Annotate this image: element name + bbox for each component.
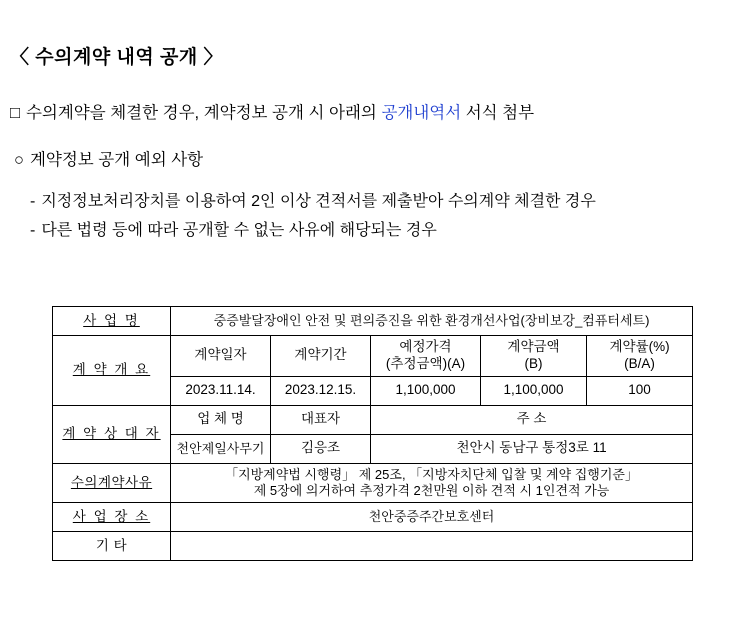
table-row: [53, 532, 693, 561]
header-contract-date: 계약일자: [171, 336, 271, 377]
value-contract-period: 2023.12.15.: [271, 376, 371, 405]
clause-attachment: [10, 99, 534, 123]
clause-exception-item-1-text: 지정정보처리장치를 이용하여 2인 이상 견적서를 제출받아 수의계약 체결한 경우: [41, 193, 596, 210]
clause-attachment-highlight: 공개내역서: [381, 104, 462, 122]
header-estimated-price-line1: 예정가격: [399, 339, 452, 354]
table-row: [53, 463, 693, 503]
header-contract-rate: [587, 336, 693, 377]
value-estimated-price: 1,100,000: [371, 376, 481, 405]
label-contract-overview: [53, 336, 171, 406]
header-address: 주 소: [371, 405, 693, 434]
label-business-place-text: 사 업 장 소: [72, 508, 151, 524]
circle-marker-icon: ○: [14, 151, 24, 169]
header-estimated-price: [371, 336, 481, 377]
clause-attachment-text-before: 수의계약을 체결한 경우, 계약정보 공개 시 아래의: [25, 104, 382, 122]
label-contract-reason-text: 수의계약사유: [70, 474, 153, 490]
dash-marker-icon: -: [30, 222, 36, 239]
label-business-name-text: 사 업 명: [83, 312, 140, 328]
value-contract-amount: 1,100,000: [481, 376, 587, 405]
value-contract-reason-line1: 「지방계약법 시행령」 제 25조, 「지방자치단체 입찰 및 계약 집행기준」: [225, 466, 638, 482]
value-contract-date: 2023.11.14.: [171, 376, 271, 405]
header-contract-amount-line2: (B): [524, 355, 543, 371]
value-contract-rate: 100: [587, 376, 693, 405]
clause-exception-item-2-text: 다른 법령 등에 따라 공개할 수 없는 사유에 해당되는 경우: [41, 222, 437, 239]
header-contract-amount: [481, 336, 587, 377]
clause-exception-item-1: [30, 188, 596, 211]
value-contract-reason: [171, 463, 693, 503]
dash-marker-icon: -: [30, 193, 36, 210]
label-business-place: [53, 503, 171, 532]
label-etc-text: 기 타: [95, 537, 128, 553]
header-contract-amount-line1: 계약금액: [507, 339, 560, 354]
value-contract-reason-line2: 제 5장에 의거하여 추정가격 2천만원 이하 견적 시 1인견적 가능: [253, 483, 610, 498]
value-address: 천안시 동남구 통정3로 11: [371, 434, 693, 463]
label-contract-overview-text: 계 약 개 요: [72, 361, 151, 377]
label-business-name: [53, 307, 171, 336]
value-business-name: 중증발달장애인 안전 및 편의증진을 위한 환경개선사업(장비보강_컴퓨터세트): [171, 307, 693, 336]
label-counterparty-text: 계 약 상 대 자: [62, 425, 161, 441]
header-contract-rate-line2: (B/A): [624, 355, 655, 371]
contract-disclosure-table: [52, 306, 693, 561]
table-row: [53, 503, 693, 532]
header-estimated-price-line2: (추정금액)(A): [385, 355, 466, 371]
clause-exception-heading-text: 계약정보 공개 예외 사항: [29, 151, 204, 169]
checkbox-marker-icon: □: [10, 104, 20, 122]
value-ceo: 김응조: [271, 434, 371, 463]
table-row: [53, 405, 693, 434]
table-row: [53, 336, 693, 377]
label-counterparty: [53, 405, 171, 463]
label-contract-reason: [53, 463, 171, 503]
header-contract-period: 계약기간: [271, 336, 371, 377]
header-company-name: 업 체 명: [171, 405, 271, 434]
value-business-place: 천안중증주간보호센터: [171, 503, 693, 532]
header-contract-rate-line1: 계약률(%): [609, 339, 670, 354]
header-ceo: 대표자: [271, 405, 371, 434]
clause-exception-heading: [14, 146, 203, 170]
value-company-name: 천안제일사무기: [171, 434, 271, 463]
table-row: [53, 307, 693, 336]
clause-exception-item-2: [30, 217, 437, 240]
clause-attachment-text-after: 서식 첨부: [461, 104, 535, 122]
label-etc: [53, 532, 171, 561]
page-title: 〈 수의계약 내역 공개 〉: [10, 47, 223, 68]
value-etc: [171, 532, 693, 561]
